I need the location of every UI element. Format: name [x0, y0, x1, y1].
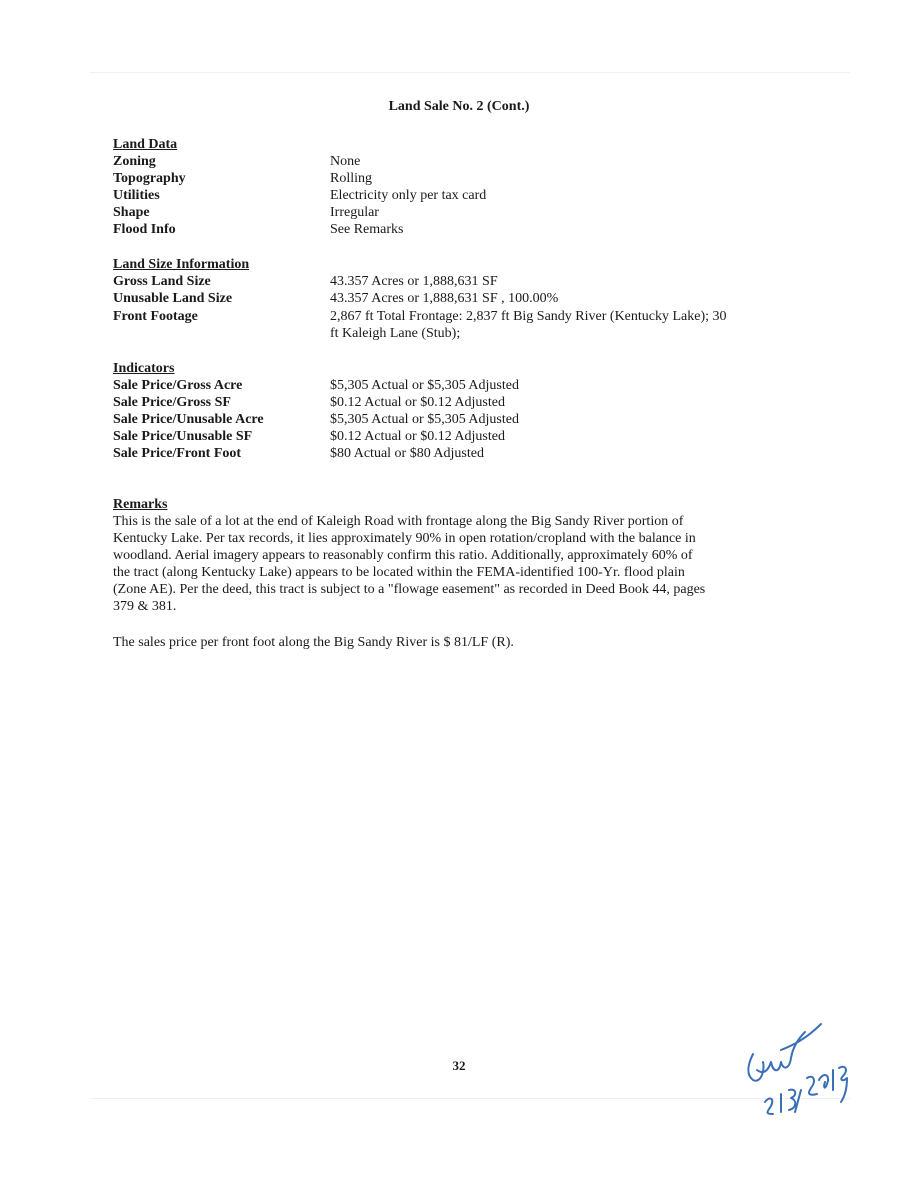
- zoning-value: None: [330, 154, 361, 169]
- gross-land-size-label: Gross Land Size: [113, 274, 211, 289]
- shape-value: Irregular: [330, 205, 379, 220]
- front-footage-value: 2,867 ft Total Frontage: 2,837 ft Big Sandy River (Kentucky Lake); 30: [330, 309, 727, 324]
- zoning-label: Zoning: [113, 154, 156, 169]
- flood-info-value: See Remarks: [330, 222, 404, 237]
- indicators-heading: Indicators: [113, 361, 175, 376]
- price-front-foot-label: Sale Price/Front Foot: [113, 446, 242, 461]
- remarks-line: Kentucky Lake. Per tax records, it lies approximately 90% in open rotation/cropland with the balance in: [113, 531, 696, 546]
- price-unusable-acre-value: $5,305 Actual or $5,305 Adjusted: [330, 412, 519, 427]
- utilities-label: Utilities: [113, 188, 160, 203]
- remarks-paragraph: [113, 513, 763, 615]
- page-number: 32: [452, 1058, 466, 1073]
- land-data-heading: Land Data: [113, 137, 178, 152]
- handwritten-signature: [735, 1010, 855, 1130]
- price-unusable-acre-label: Sale Price/Unusable Acre: [113, 412, 264, 427]
- signature-initials-stroke: [748, 1024, 821, 1081]
- front-footage-value-cont: ft Kaleigh Lane (Stub);: [330, 326, 461, 341]
- remarks-line: 379 & 381.: [113, 599, 177, 614]
- remarks-heading: Remarks: [113, 497, 168, 512]
- price-front-foot-value: $80 Actual or $80 Adjusted: [330, 446, 484, 461]
- price-gross-sf-value: $0.12 Actual or $0.12 Adjusted: [330, 395, 505, 410]
- remarks-line: woodland. Aerial imagery appears to reasonably confirm this ratio. Additionally, approximately 60% of: [113, 548, 693, 563]
- page-title: Land Sale No. 2 (Cont.): [388, 99, 530, 114]
- remarks-note: The sales price per front foot along the Big Sandy River is $ 81/LF (R).: [113, 635, 514, 650]
- remarks-line: the tract (along Kentucky Lake) appears to be located within the FEMA-identified 100-Yr. flood plain: [113, 565, 685, 580]
- gross-land-size-value: 43.357 Acres or 1,888,631 SF: [330, 274, 498, 289]
- remarks-line: (Zone AE). Per the deed, this tract is subject to a "flowage easement" as recorded in Deed Book 44, pages: [113, 582, 706, 597]
- shape-label: Shape: [113, 205, 150, 220]
- price-gross-acre-value: $5,305 Actual or $5,305 Adjusted: [330, 378, 519, 393]
- utilities-value: Electricity only per tax card: [330, 188, 487, 203]
- remarks-line: This is the sale of a lot at the end of Kaleigh Road with frontage along the Big Sandy River portion of: [113, 514, 684, 529]
- scan-artifact: [90, 72, 850, 73]
- flood-info-label: Flood Info: [113, 222, 176, 237]
- topography-value: Rolling: [330, 171, 373, 186]
- unusable-land-size-value: 43.357 Acres or 1,888,631 SF , 100.00%: [330, 291, 559, 306]
- land-size-heading: Land Size Information: [113, 257, 250, 272]
- unusable-land-size-label: Unusable Land Size: [113, 291, 233, 306]
- signature-date-stroke: [765, 1067, 847, 1114]
- price-gross-sf-label: Sale Price/Gross SF: [113, 395, 231, 410]
- topography-label: Topography: [113, 171, 186, 186]
- price-unusable-sf-value: $0.12 Actual or $0.12 Adjusted: [330, 429, 505, 444]
- price-gross-acre-label: Sale Price/Gross Acre: [113, 378, 243, 393]
- price-unusable-sf-label: Sale Price/Unusable SF: [113, 429, 253, 444]
- front-footage-label: Front Footage: [113, 309, 198, 324]
